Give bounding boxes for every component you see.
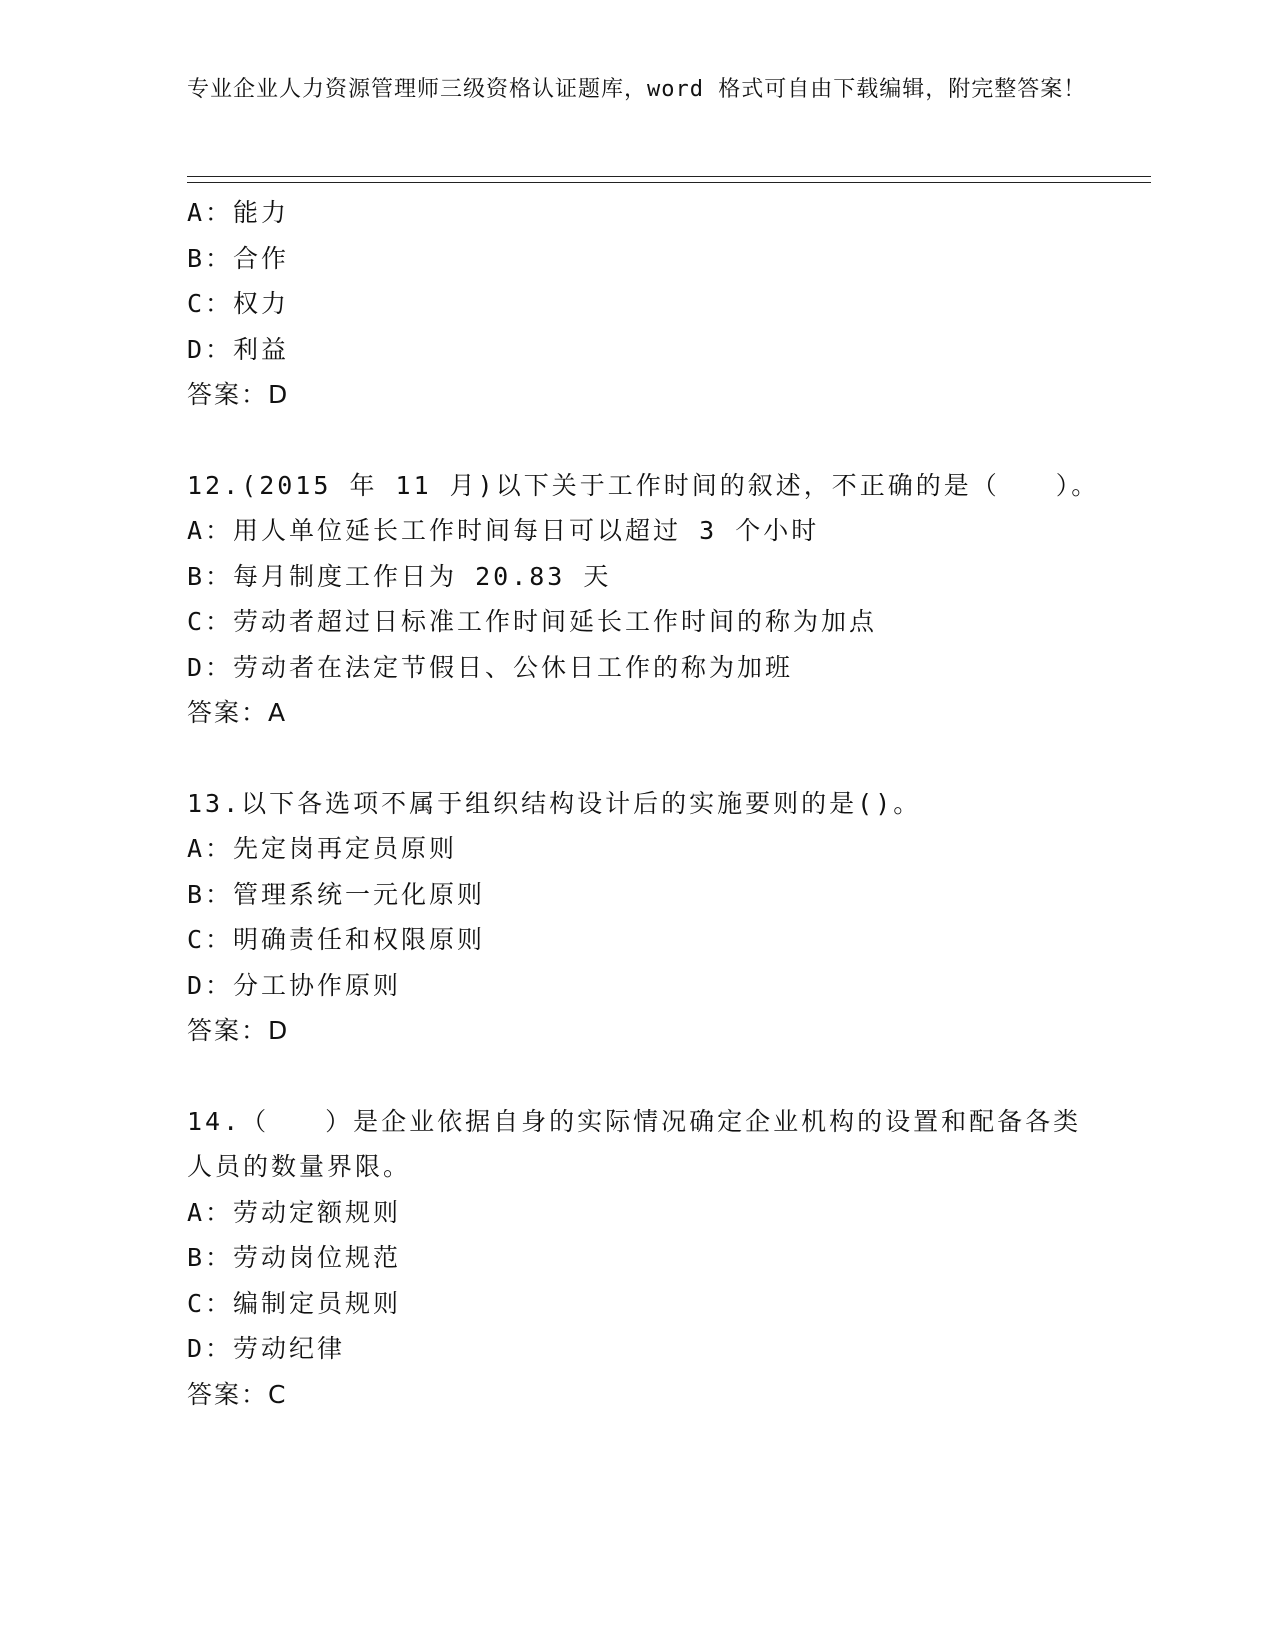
answer: 答案：A: [187, 698, 288, 727]
question-stem: 14.（ ）是企业依据自身的实际情况确定企业机构的设置和配备各类人员的数量界限。: [187, 1106, 1082, 1181]
option-c: C：明确责任和权限原则: [187, 925, 486, 954]
option-d: D：劳动者在法定节假日、公休日工作的称为加班: [187, 652, 794, 682]
option-a: A：用人单位延长工作时间每日可以超过 3 个小时: [187, 516, 820, 545]
question-11: [187, 190, 1087, 418]
option-d: D：分工协作原则: [187, 970, 402, 1000]
option-c: C：劳动者超过日标准工作时间延长工作时间的称为加点: [187, 607, 878, 636]
header-rule-top: [187, 176, 1151, 177]
option-a: A：能力: [187, 198, 290, 227]
option-d: D：利益: [187, 334, 290, 364]
option-b: B：每月制度工作日为 20.83 天: [187, 561, 612, 591]
question-13: [187, 781, 1087, 1054]
document-header: 专业企业人力资源管理师三级资格认证题库，word 格式可自由下载编辑，附完整答案！: [187, 77, 1087, 102]
option-c: C：编制定员规则: [187, 1288, 402, 1318]
spacer: [187, 418, 1087, 463]
answer: 答案：D: [187, 1016, 290, 1045]
question-list: [187, 190, 1100, 1417]
question-stem: 12.(2015 年 11 月)以下关于工作时间的叙述，不正确的是（ ）。: [187, 470, 1100, 500]
answer: 答案：D: [187, 380, 290, 409]
question-12: [187, 463, 1100, 736]
spacer: [187, 1054, 1087, 1099]
option-d: D：劳动纪律: [187, 1334, 346, 1363]
question-14: [187, 1099, 1087, 1418]
question-stem: 13.以下各选项不属于组织结构设计后的实施要则的是()。: [187, 788, 922, 818]
option-a: A：先定岗再定员原则: [187, 834, 458, 863]
answer: 答案：C: [187, 1379, 288, 1409]
header-rule-bottom: [187, 182, 1151, 183]
option-b: B：合作: [187, 243, 290, 273]
option-a: A：劳动定额规则: [187, 1197, 402, 1227]
option-b: B：劳动岗位规范: [187, 1243, 402, 1272]
spacer: [187, 736, 1087, 781]
option-c: C：权力: [187, 289, 290, 318]
option-b: B：管理系统一元化原则: [187, 879, 486, 909]
